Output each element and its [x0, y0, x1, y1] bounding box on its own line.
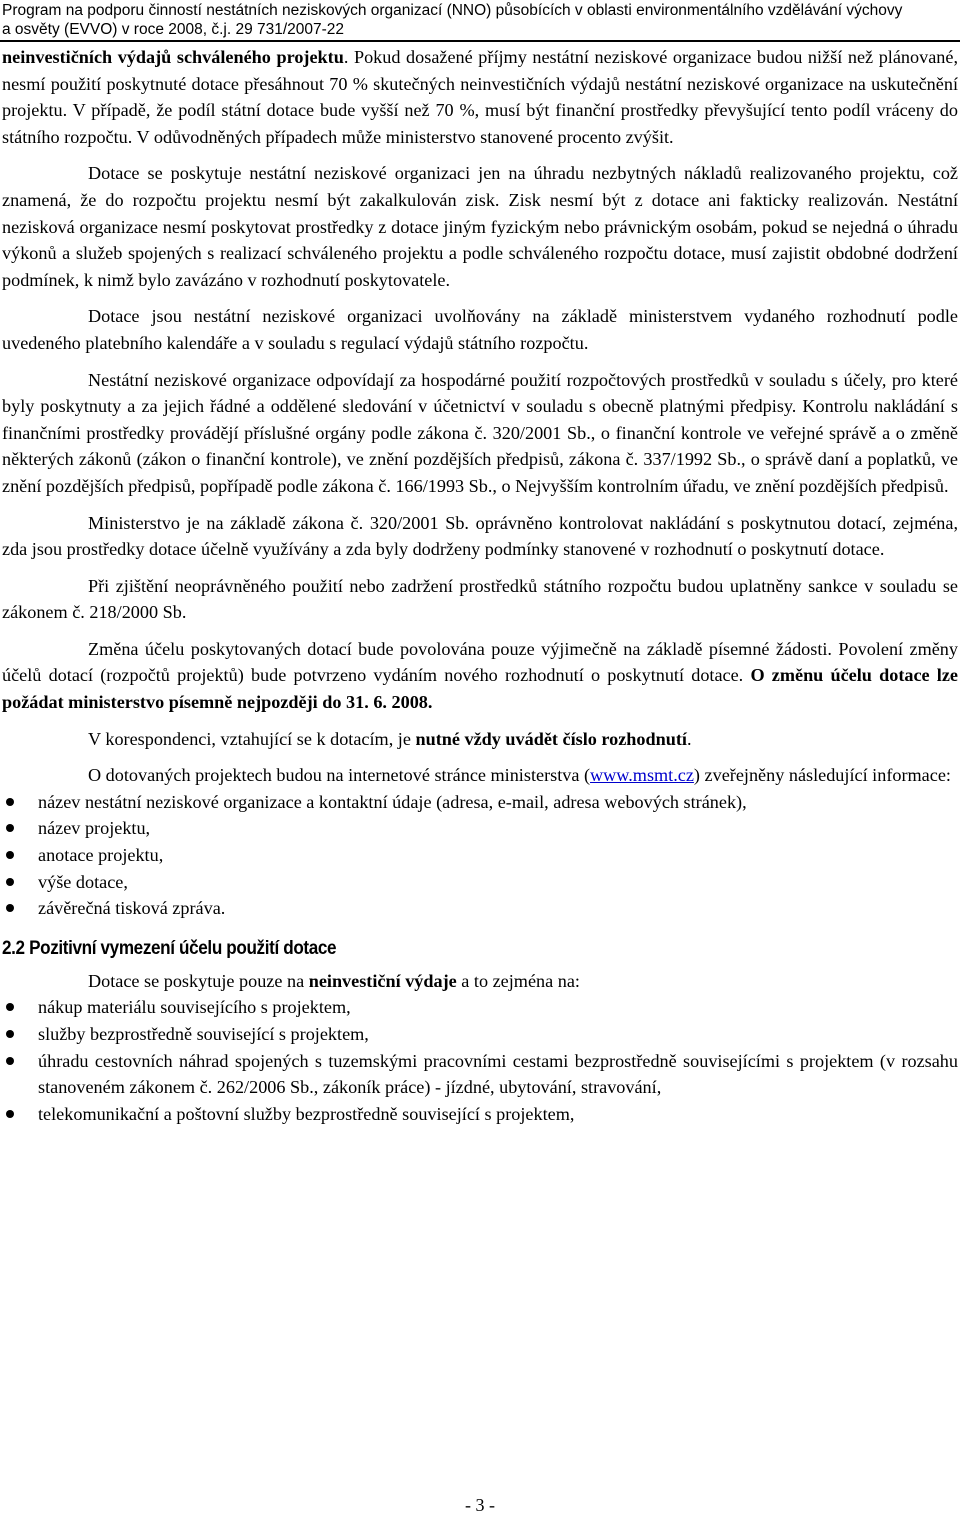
published-info-list	[2, 789, 958, 922]
list-item: název nestátní neziskové organizace a kontaktní údaje (adresa, e-mail, adresa webových stránek),	[2, 789, 958, 816]
header-line-2: a osvěty (EVVO) v roce 2008, č.j. 29 731/2007-22	[2, 21, 345, 38]
paragraph-uvolnovani: Dotace jsou nestátní neziskové organizaci uvolňovány na základě ministerstvem vydaného rozhodnutí podle uvedeného platebního kalendáře a v souladu s regulací výdajů státního rozpočtu.	[2, 306, 958, 353]
text-segment: ) zveřejněny následující informace:	[693, 765, 951, 786]
list-item: služby bezprostředně související s projektem,	[2, 1021, 958, 1048]
text-segment: V korespondenci, vztahující se k dotacím, je	[88, 728, 416, 749]
section-heading: 2.2 Pozitivní vymezení účelu použití dotace	[2, 937, 337, 959]
paragraph-text: Změna účelu poskytovaných dotací bude povolována pouze výjimečně na základě písemné žádosti. Povolení změny účelů dotací (rozpočtů projektů) bude potvrzeno vydáním nového rozhodnutí o poskytnutí dotace.	[2, 638, 958, 686]
bold-text: neinvestiční výdaje	[308, 970, 457, 991]
paragraph-text: . Pokud dosažené příjmy nestátní neziskové organizace budou nižší než plánované, nesmí použití poskytnuté dotace přesáhnout 70 % skutečných neinvestičních výdajů nestátní neziskové organizace na uskutečnění projektu. V případě, že podíl státní dotace bude vyšší než 70 %, musí být finanční prostředky převyšující tento podíl vráceny do státního rozpočtu. V odůvodněných případech může ministerstvo stanovené procento zvýšit.	[2, 47, 958, 147]
list-item: závěrečná tisková zpráva.	[2, 895, 958, 922]
text-segment: a to zejména na:	[456, 970, 580, 991]
paragraph-nezbytne-naklady: Dotace se poskytuje nestátní neziskové organizaci jen na úhradu nezbytných nákladů realizovaného projektu, což znamená, že do rozpočtu projektu nesmí být zakalkulován zisk. Zisk nesmí být z dotace ani fakticky realizován. Nestátní nezisková organizace nesmí poskytovat prostředky z dotace jiným fyzickým nebo právnickým osobám, pokud se nejedná o úhradu výkonů a služeb spojených s realizací schváleného projektu a podle schváleného rozpočtu dotace, musí zajistit obdobné dodržení podmínek, k nimž bylo zavázáno v rozhodnutí poskytovatele.	[2, 163, 958, 290]
page-number: - 3 -	[465, 1495, 495, 1515]
paragraph-pozitivni-vymezeni	[2, 968, 958, 995]
list-item: úhradu cestovních náhrad spojených s tuzemskými pracovními cestami bezprostředně souvisejícími s projektem (v rozsahu stanoveném zákonem č. 262/2006 Sb., zákoník práce) - jízdné, ubytování, stravování,	[2, 1048, 958, 1101]
list-item: nákup materiálu souvisejícího s projektem,	[2, 994, 958, 1021]
paragraph-korespondence	[2, 726, 958, 753]
paragraph-zverejneni	[2, 762, 958, 789]
paragraph-dotace-podil	[2, 44, 958, 150]
header-line-1: Program na podporu činností nestátních neziskových organizací (NNO) působících v oblasti environmentálního vzdělávání výchovy	[2, 2, 903, 19]
bold-text: O změnu účelu dotace lze požádat ministerstvo písemně nejpozději do 31. 6. 2008.	[2, 665, 959, 713]
document-body	[2, 44, 958, 1127]
paragraph-hospodarne-pouziti: Nestátní neziskové organizace odpovídají za hospodárné použití rozpočtových prostředků v souladu s účely, pro které byly poskytnuty a za jejich řádné a oddělené sledování v účetnictví v souladu s obecně platnými předpisy. Kontrolu nakládání s finančními prostředky provádějí příslušné orgány podle zákona č. 320/2001 Sb., o finanční kontrole ve veřejné správě a o změně některých zákonů (zákon o finanční kontrole), ve znění pozdějších předpisů, zákona č. 337/1992 Sb., o správě daní a poplatků, ve znění pozdějších předpisů, popřípadě podle zákona č. 166/1993 Sb., o Nejvyšším kontrolním úřadu, ve znění pozdějších předpisů.	[2, 369, 958, 496]
bold-text: neinvestičních výdajů schváleného projektu	[2, 47, 344, 67]
list-item: název projektu,	[2, 815, 958, 842]
paragraph-kontrola-ministerstva: Ministerstvo je na základě zákona č. 320/2001 Sb. oprávněno kontrolovat nakládání s poskytnutou dotací, zejména, zda jsou prostředky dotace účelně využívány a zda byly dodrženy podmínky stanovené v rozhodnutí o poskytnutí dotace.	[2, 512, 958, 560]
list-item: výše dotace,	[2, 869, 958, 896]
msmt-link[interactable]: www.msmt.cz	[590, 765, 694, 786]
eligible-expenses-list	[2, 994, 958, 1127]
text-segment: O dotovaných projektech budou na internetové stránce ministerstva (	[88, 765, 591, 786]
list-item: telekomunikační a poštovní služby bezprostředně související s projektem,	[2, 1101, 958, 1128]
paragraph-zmena-ucelu	[2, 636, 958, 716]
text-segment: .	[686, 728, 692, 749]
bold-text: nutné vždy uvádět číslo rozhodnutí	[415, 728, 687, 749]
page-header	[0, 0, 960, 42]
text-segment: Dotace se poskytuje pouze na	[88, 970, 309, 991]
list-item: anotace projektu,	[2, 842, 958, 869]
paragraph-sankce: Při zjištění neoprávněného použití nebo zadržení prostředků státního rozpočtu budou uplatněny sankce v souladu se zákonem č. 218/2000 Sb.	[2, 575, 958, 623]
